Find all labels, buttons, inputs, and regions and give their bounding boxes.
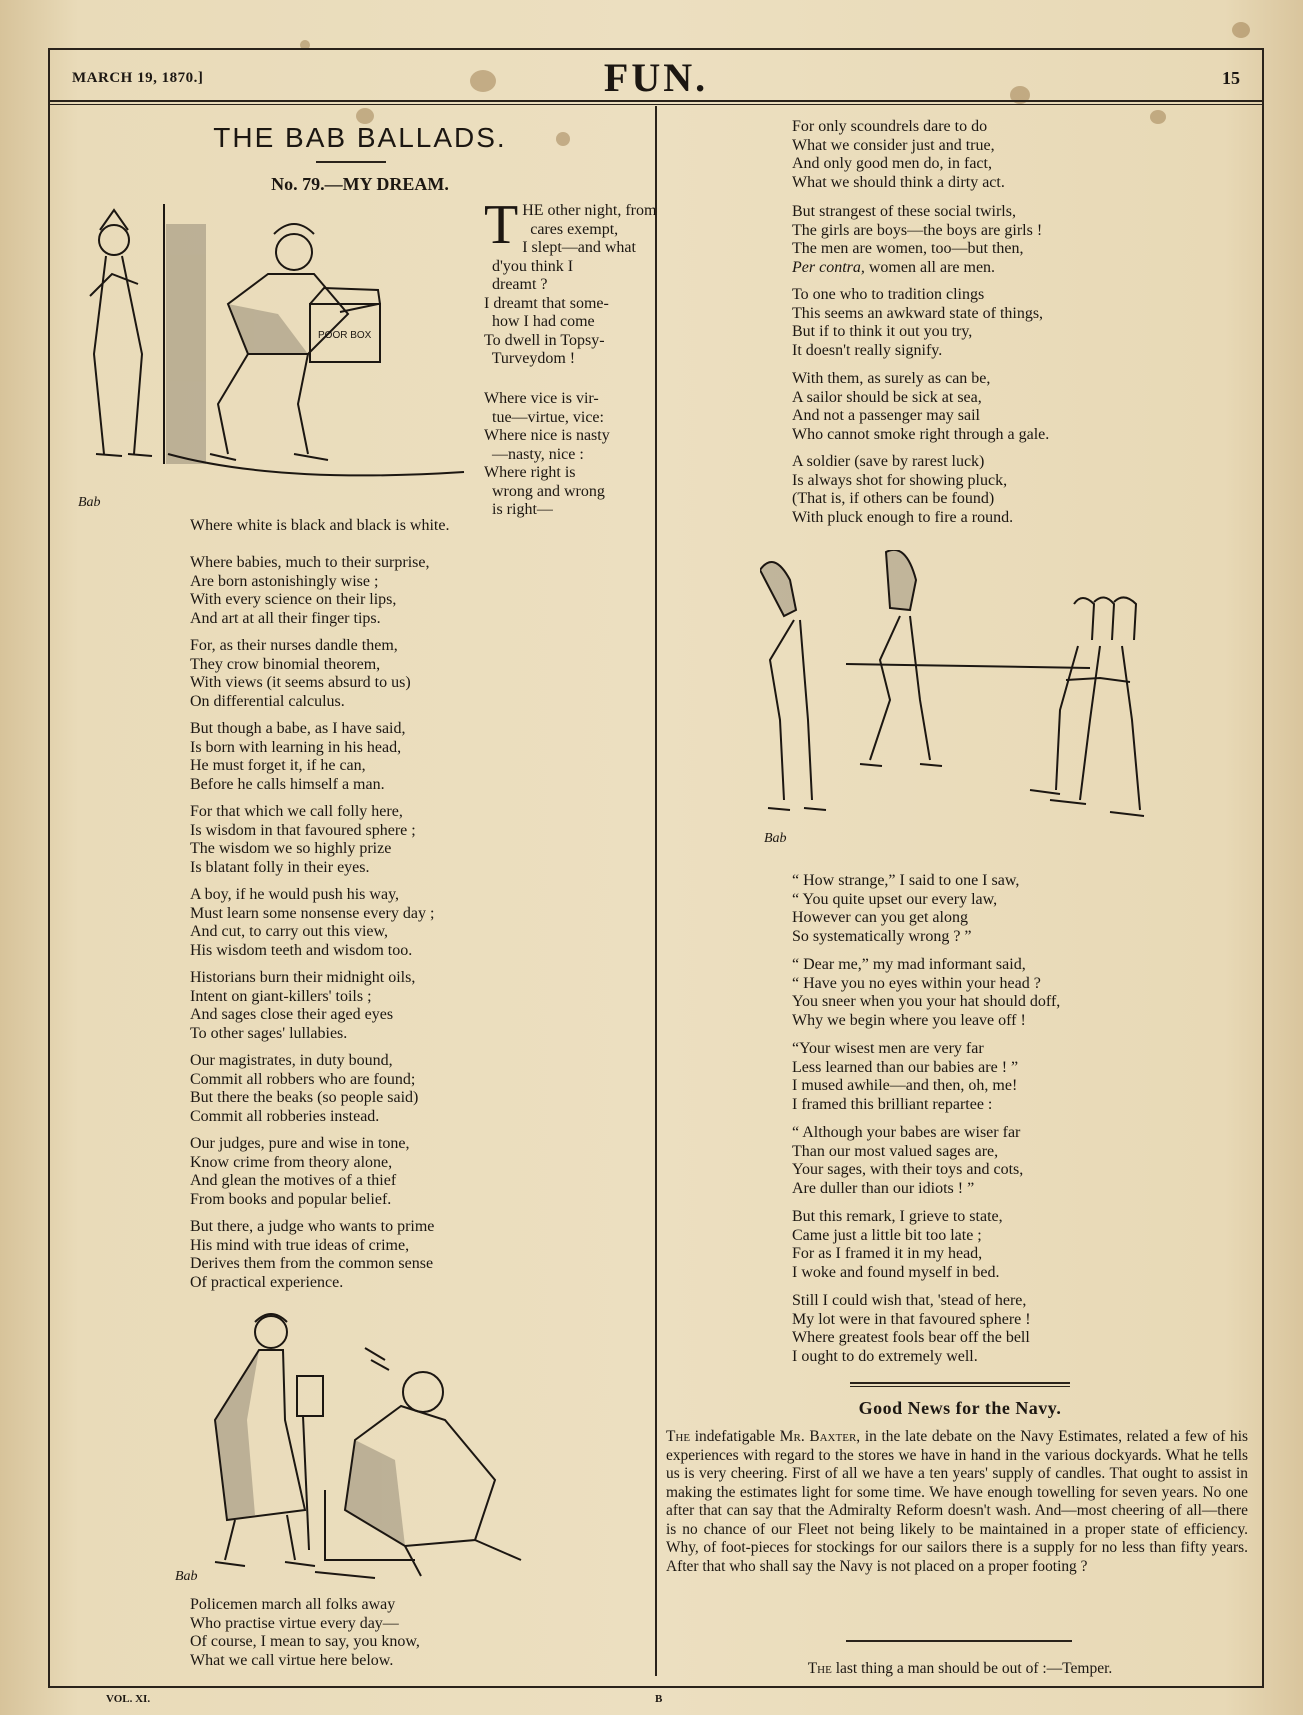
stanza: Policemen march all folks away Who practise virtue every day— Of course, I mean to say, you know, What we call virtue here below. [190,1596,420,1669]
volume-marker: VOL. XI. [106,1693,151,1705]
stanza: Our magistrates, in duty bound, Commit all robbers who are found; But there the beaks (so people said) Commit all robberies instead. [190,1052,419,1125]
engraving-soldiers-firing [760,550,1160,850]
stanza: For that which we call folly here, Is wisdom in that favoured sphere ; The wisdom we so highly prize Is blatant folly in their eyes. [190,803,416,876]
ballad-series-title: THE BAB BALLADS. [213,122,507,153]
stanza: “ How strange,” I said to one I saw, “ You quite upset our every law, However can you get along So systematically wrong ? ” [792,872,1020,945]
engraving-policeman-and-man [78,204,478,514]
poor-box-label: POOR BOX [318,330,372,341]
engraving-judge-and-thief [175,1310,545,1585]
stanza: “Your wisest men are very far Less learned than our babies are ! ” I mused awhile—and then, oh, me! I framed this brilliant repartee : [792,1040,1019,1113]
stanza: Historians burn their midnight oils, Intent on giant-killers' toils ; And sages close their aged eyes To other sages' lullabies. [190,969,416,1042]
section-rule [850,1382,1070,1384]
stanza: But there, a judge who wants to prime His mind with true ideas of crime, Derives them from the common sense Of practical experience. [190,1218,435,1291]
paper-title: FUN. [603,55,709,100]
article-body: The indefatigable Mr. Baxter, in the late debate on the Navy Estimates, related a few of his experiences with regard to the stores we have in hand in the various dockyards. What he tells us is very cheering. First of all we have a ten years' supply of candles. That ought to assist in making the estimates light for some time. We have enough towelling for seven years. No one after that can say that the Admiralty Reform doesn't wash. And—most cheering of all—there is no chance of our Fleet not being likely to be maintained in a proper state of efficiency. Why, of foot-pieces for stockings for our sailors there is a supply for no less than fifty years. After that who shall say the Navy is not placed on a proper footing ? [666,1428,1248,1575]
signature-mark: B [655,1693,663,1705]
masthead-rule [50,104,1262,105]
stain [1232,22,1250,38]
page-number: 15 [1222,68,1240,88]
stanza: But though a babe, as I have said, Is born with learning in his head, He must forget it, if he can, Before he calls himself a man. [190,720,406,793]
drop-cap: T [484,194,519,256]
illustration-judge-and-thief [175,1310,545,1585]
artist-signature: Bab [78,495,101,510]
masthead-rule [50,100,1262,102]
section-rule [850,1386,1070,1387]
illustration-soldiers [760,550,1160,850]
poem-number-title: No. 79.—MY DREAM. [271,174,449,194]
opening-stanza: THE other night, from cares exempt, I slept—and what d'you think I dreamt ? I dreamt that some- how I had come To dwell in Topsy- Turveydom ! [484,194,657,367]
closing-rule [846,1640,1072,1642]
closing-quip: The last thing a man should be out of :—Temper. [807,1660,1113,1677]
stanza: Where vice is vir- tue—virtue, vice: Where nice is nasty —nasty, nice : Where right is wrong and wrong is right— [484,390,610,518]
stanza: With them, as surely as can be, A sailor should be sick at sea, And not a passenger may sail Who cannot smoke right through a gale. [792,370,1050,443]
article-title: Good News for the Navy. [858,1398,1062,1418]
stanza: Our judges, pure and wise in tone, Know crime from theory alone, And glean the motives of a thief From books and popular belief. [190,1135,410,1208]
illustration-poor-box [78,204,478,514]
stanza: To one who to tradition clings This seems an awkward state of things, But if to think it out you try, It doesn't really signify. [792,286,1044,359]
stanza: Still I could wish that, 'stead of here, My lot were in that favoured sphere ! Where greatest fools bear off the bell I ought to do extremely well. [792,1292,1031,1365]
stanza: For, as their nurses dandle them, They crow binomial theorem, With views (it seems absurd to us) On differential calculus. [190,637,411,710]
issue-date: MARCH 19, 1870.] [72,70,204,86]
stanza: “ Although your babes are wiser far Than our most valued sages are, Your sages, with their toys and cots, Are duller than our idiots ! ” [792,1124,1024,1197]
stanza: But this remark, I grieve to state, Came just a little bit too late ; For as I framed it in my head, I woke and found myself in bed. [792,1208,1003,1281]
artist-signature: Bab [175,1569,198,1584]
stanza: For only scoundrels dare to do What we consider just and true, And only good men do, in fact, What we should think a dirty act. [792,118,1005,191]
stanza: Where babies, much to their surprise, Are born astonishingly wise ; With every science on their lips, And art at all their finger tips. [190,554,430,627]
stanza: “ Dear me,” my mad informant said, “ Have you no eyes within your head ? You sneer when you your hat should doff, Why we begin where you leave off ! [792,956,1061,1029]
stanza-line: Where white is black and black is white. [190,517,450,534]
masthead [50,52,1262,102]
stanza: A soldier (save by rarest luck) Is always shot for showing pluck, (That is, if others can be found) With pluck enough to fire a round. [792,453,1014,526]
title-rule [316,161,386,163]
artist-signature: Bab [764,831,787,846]
stanza: A boy, if he would push his way, Must learn some nonsense every day ; And cut, to carry out this view, His wisdom teeth and wisdom too. [190,886,435,959]
stanza: But strangest of these social twirls, The girls are boys—the boys are girls ! The men are women, too—but then, Per contra, women all are men. [792,203,1043,276]
